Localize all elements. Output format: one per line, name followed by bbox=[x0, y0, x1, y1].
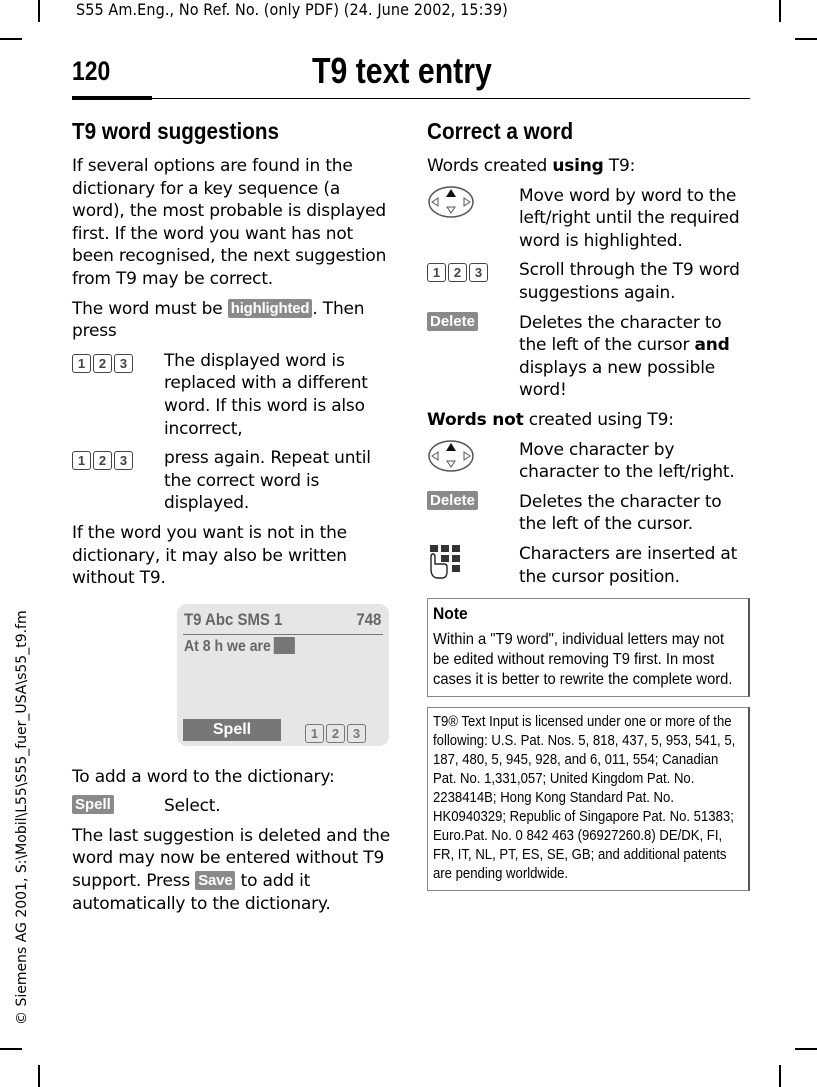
text: . Then press bbox=[72, 298, 365, 342]
note-title: Note bbox=[433, 604, 468, 624]
paragraph: If several options are found in the dictionary for a key sequence (a word), the most probable is displayed first. If the word you want has not been recognised, the next suggestion from T9 may be correct. bbox=[72, 156, 387, 289]
text: Deletes the character to the left of the cursor bbox=[519, 312, 722, 356]
display-text bbox=[184, 637, 295, 656]
crop-mark bbox=[0, 38, 22, 40]
key-row bbox=[72, 447, 390, 515]
row-text: Deletes the character to the left of the cursor. bbox=[519, 491, 722, 535]
display-title: T9 Abc SMS 1 bbox=[184, 609, 283, 629]
cursor-block bbox=[273, 637, 294, 654]
paragraph bbox=[427, 409, 750, 432]
navigation-key-icon bbox=[427, 439, 475, 473]
key-2-icon: 2 bbox=[93, 354, 112, 373]
page-title: T9 text entry bbox=[312, 50, 492, 91]
navigation-key-icon bbox=[427, 185, 475, 219]
spell-softkey: Spell bbox=[72, 795, 114, 814]
delete-softkey: Delete bbox=[427, 491, 478, 510]
keys-123-icon bbox=[72, 354, 133, 373]
side-note: © Siemens AG 2001, S:\Mobil\L55\S55_fuer_USA\s55_t9.fm bbox=[14, 610, 30, 1025]
highlighted-softkey: highlighted bbox=[228, 299, 313, 318]
bold-text: Words not bbox=[427, 409, 524, 430]
key-row bbox=[427, 491, 750, 536]
key-cell bbox=[427, 491, 519, 536]
license-box bbox=[427, 707, 750, 891]
key-cell bbox=[427, 259, 519, 304]
paragraph bbox=[427, 155, 750, 178]
key-row bbox=[427, 312, 750, 402]
keys-123-icon bbox=[72, 451, 133, 470]
key-cell bbox=[427, 439, 519, 484]
row-text: Characters are inserted at the cursor position. bbox=[519, 543, 738, 587]
key-2-icon: 2 bbox=[326, 724, 345, 743]
crop-mark bbox=[779, 1065, 781, 1087]
key-row bbox=[427, 259, 750, 304]
key-3-icon: 3 bbox=[114, 354, 133, 373]
text: The word must be bbox=[72, 298, 228, 319]
row-text: The displayed word is replaced with a different word. If this word is also incorrect, bbox=[164, 350, 368, 439]
display-char-count: 748 bbox=[356, 609, 381, 629]
key-cell bbox=[427, 543, 519, 588]
crop-mark bbox=[38, 1065, 40, 1087]
save-softkey: Save bbox=[195, 871, 235, 890]
phone-display bbox=[177, 604, 389, 746]
section-heading-correct-word: Correct a word bbox=[427, 118, 574, 144]
key-cell bbox=[427, 185, 519, 253]
crop-mark bbox=[779, 0, 781, 22]
left-column bbox=[72, 118, 390, 922]
key-2-icon: 2 bbox=[448, 263, 467, 282]
crop-mark bbox=[38, 0, 40, 22]
license-text: T9® Text Input is licensed under one or more of the following: U.S. Pat. Nos. 5, 818, 437, 5, 953, 541, 5, 187, 480, 5, 945, 928, and 6, 011, 554; Canadian Pat. No. 1,331,057; United Kingdom Pat. No. 2238414B; Hong Kong Standard Pat. No. HK0940329; Republic of Singapore Pat. No. 51383; Euro.Pat. No. 0 842 463 (96927260.8) DE/DK, FI, FR, IT, NL, PT, ES, SE, GB; and additional patents are pending worldwide. bbox=[433, 714, 736, 883]
paragraph bbox=[72, 825, 390, 915]
paragraph bbox=[72, 298, 390, 343]
text: displays a new possible word! bbox=[519, 357, 715, 401]
header-rule-thick bbox=[72, 96, 152, 100]
key-cell bbox=[427, 312, 519, 402]
page-number: 120 bbox=[72, 56, 111, 86]
key-row bbox=[427, 185, 750, 253]
right-column bbox=[427, 118, 750, 891]
key-row bbox=[427, 439, 750, 484]
keypad-press-icon bbox=[427, 543, 467, 581]
delete-softkey: Delete bbox=[427, 312, 478, 331]
key-3-icon: 3 bbox=[469, 263, 488, 282]
key-3-icon: 3 bbox=[347, 724, 366, 743]
key-row bbox=[427, 543, 750, 588]
display-entered-text: At 8 h we are bbox=[184, 637, 271, 655]
key-cell bbox=[72, 795, 164, 818]
display-spell-softkey: Spell bbox=[183, 719, 281, 741]
header-rule-thin bbox=[152, 98, 750, 99]
key-1-icon: 1 bbox=[72, 451, 91, 470]
row-text bbox=[519, 312, 750, 402]
bold-text: using bbox=[552, 156, 604, 176]
bold-text: and bbox=[694, 335, 730, 356]
row-text: press again. Repeat until the correct word is displayed. bbox=[164, 448, 371, 514]
paragraph: To add a word to the dictionary: bbox=[72, 766, 335, 787]
row-text: Scroll through the T9 word suggestions again. bbox=[519, 260, 740, 303]
section-heading-word-suggestions: T9 word suggestions bbox=[72, 118, 280, 144]
paragraph: If the word you want is not in the dictionary, it may also be written without T9. bbox=[72, 522, 347, 589]
text: Words created bbox=[427, 156, 553, 176]
key-row bbox=[72, 795, 390, 818]
key-row bbox=[72, 350, 390, 440]
display-keys-icon bbox=[305, 724, 366, 743]
keys-123-icon bbox=[427, 263, 488, 282]
note-box bbox=[427, 598, 750, 697]
key-cell bbox=[72, 447, 164, 515]
key-1-icon: 1 bbox=[427, 263, 446, 282]
note-text: Within a "T9 word", individual letters may not be edited without removing T9 first. In most cases it is better to rewrite the complete word. bbox=[433, 631, 733, 689]
text: to add it automatically to the dictionary. bbox=[72, 871, 331, 914]
running-head: S55 Am.Eng., No Ref. No. (only PDF) (24. June 2002, 15:39) bbox=[76, 0, 508, 19]
crop-mark bbox=[795, 1048, 817, 1050]
text: created using T9: bbox=[523, 409, 674, 430]
text: T9: bbox=[603, 156, 636, 176]
key-1-icon: 1 bbox=[72, 354, 91, 373]
crop-mark bbox=[795, 38, 817, 40]
row-text: Select. bbox=[164, 796, 221, 817]
key-cell bbox=[72, 350, 164, 440]
crop-mark bbox=[0, 1048, 22, 1050]
text: The last suggestion is deleted and the word may now be entered without T9 support. Press bbox=[72, 825, 391, 892]
display-rule bbox=[183, 634, 383, 635]
row-text: Move character by character to the left/right. bbox=[519, 439, 735, 483]
key-2-icon: 2 bbox=[93, 451, 112, 470]
row-text: Move word by word to the left/right until the required word is highlighted. bbox=[519, 185, 740, 251]
key-3-icon: 3 bbox=[114, 451, 133, 470]
key-1-icon: 1 bbox=[305, 724, 324, 743]
